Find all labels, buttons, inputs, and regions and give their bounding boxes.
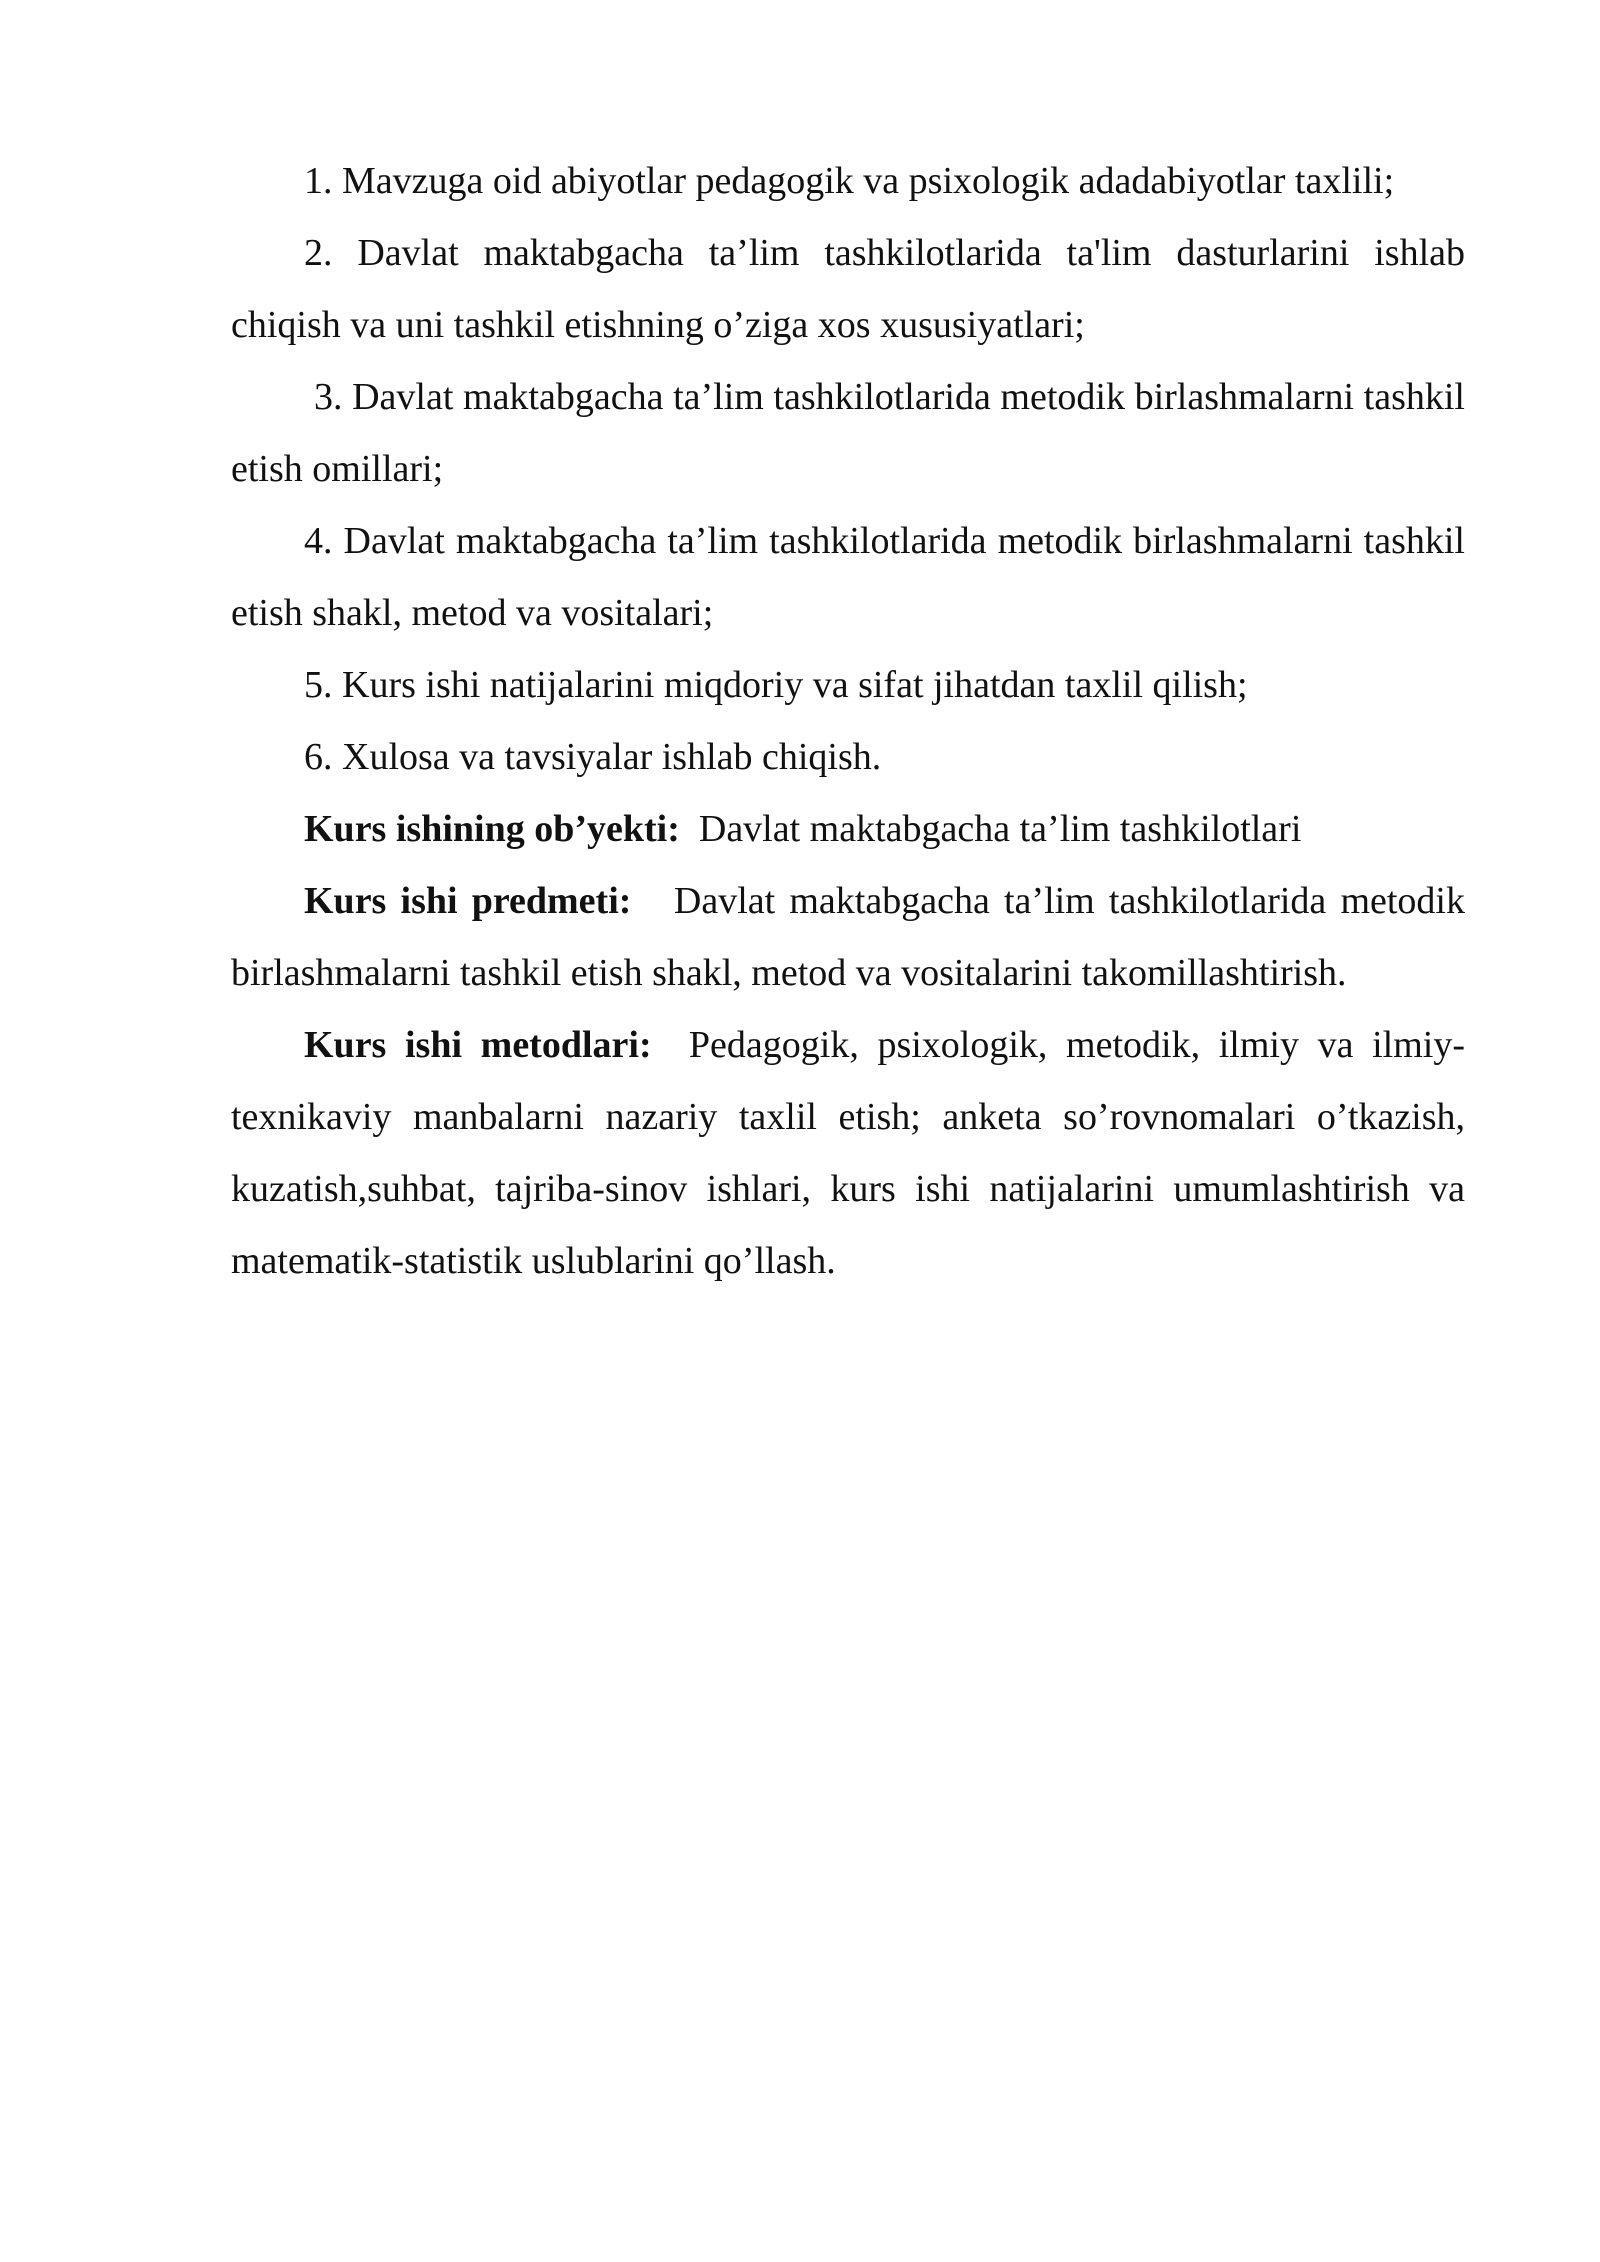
- list-item-5: 5. Kurs ishi natijalarini miqdoriy va sifat jihatdan taxlil qilish;: [304, 664, 1248, 706]
- object-paragraph: [231, 793, 1465, 865]
- methods-paragraph: [231, 1009, 1465, 1297]
- subject-paragraph: [231, 865, 1465, 1009]
- list-item-6: 6. Xulosa va tavsiyalar ishlab chiqish.: [304, 736, 882, 778]
- document-body: [231, 145, 1465, 1297]
- object-label: Kurs ishining ob’yekti:: [304, 808, 680, 850]
- list-item-1: 1. Mavzuga oid abiyotlar pedagogik va psixologik adadabiyotlar taxlili;: [304, 160, 1395, 202]
- subject-label: Kurs ishi predmeti:: [304, 880, 632, 922]
- list-item-4: 4. Davlat maktabgacha ta’lim tashkilotlarida metodik birlashmalarni tashkil etish shakl, metod va vositalari;: [231, 520, 1465, 634]
- list-item-3: 3. Davlat maktabgacha ta’lim tashkilotlarida metodik birlashmalarni tashkil etish omillari;: [231, 376, 1465, 490]
- list-item-2: 2. Davlat maktabgacha ta’lim tashkilotlarida ta'lim dasturlarini ishlab chiqish va uni tashkil etishning o’ziga xos xususiyatlari;: [231, 232, 1465, 346]
- methods-label: Kurs ishi metodlari:: [304, 1024, 652, 1066]
- subject-text: Davlat maktabgacha ta’lim tashkilotlarida metodik birlashmalarni tashkil etish shakl, metod va vositalarini takomillashtirish.: [231, 880, 1465, 994]
- object-text: Davlat maktabgacha ta’lim tashkilotlari: [698, 808, 1302, 850]
- methods-text: Pedagogik, psixologik, metodik, ilmiy va ilmiy-texnikaviy manbalarni nazariy taxlil etish; anketa so’rovnomalari o’tkazish, kuzatish,suhbat, tajriba-sinov ishlari, kurs ishi natijalarini umumlashtirish va matematik-statistik uslublarini qo’llash.: [231, 1024, 1465, 1282]
